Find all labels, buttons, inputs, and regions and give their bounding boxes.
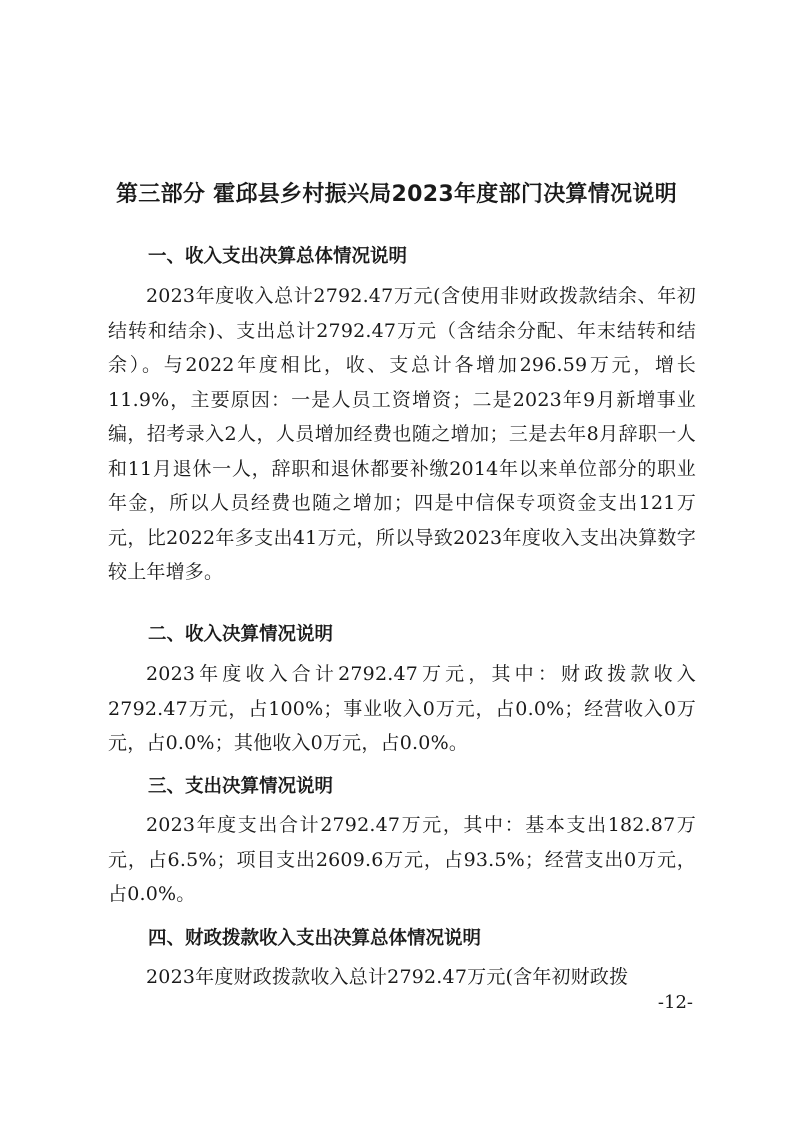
section-heading-income-expense-overview: 一、收入支出决算总体情况说明 (148, 246, 408, 267)
section-heading-fiscal-appropriation: 四、财政拨款收入支出决算总体情况说明 (148, 928, 482, 949)
document-title: 第三部分 霍邱县乡村振兴局2023年度部门决算情况说明 (116, 182, 677, 207)
section-paragraph-fiscal-appropriation: 2023年度财政拨款收入总计2792.47万元(含年初财政拨 (146, 966, 629, 988)
section-paragraph-income-expense-overview: 2023年度收入总计2792.47万元(含使用非财政拨款结余、年初结转和结余)、支出总计2792.47万元（含结余分配、年末结转和结余）。与2022年度相比，收、支总计各增加296.59万元，增长11.9%，主要原因：一是人员工资增资；二是2023年9月新增事业编，招考录入2人，人员增加经费也随之增加；三是去年8月辞职一人和11月退休一人，辞职和退休都要补缴2014年以来单位部分的职业年金，所以人员经费也随之增加；四是中信保专项资金支出121万元，比2022年多支出41万元，所以导致2023年度收入支出决算数字较上年增多。 (108, 285, 696, 583)
section-heading-expense: 三、支出决算情况说明 (148, 776, 334, 797)
section-heading-income: 二、收入决算情况说明 (148, 624, 334, 645)
section-paragraph-expense: 2023年度支出合计2792.47万元，其中：基本支出182.87万元，占6.5%；项目支出2609.6万元，占93.5%；经营支出0万元，占0.0%。 (108, 814, 696, 905)
section-paragraph-income: 2023年度收入合计2792.47万元，其中：财政拨款收入2792.47万元，占100%；事业收入0万元，占0.0%；经营收入0万元，占0.0%；其他收入0万元，占0.0%。 (108, 663, 696, 754)
page-number: -12- (657, 992, 693, 1013)
